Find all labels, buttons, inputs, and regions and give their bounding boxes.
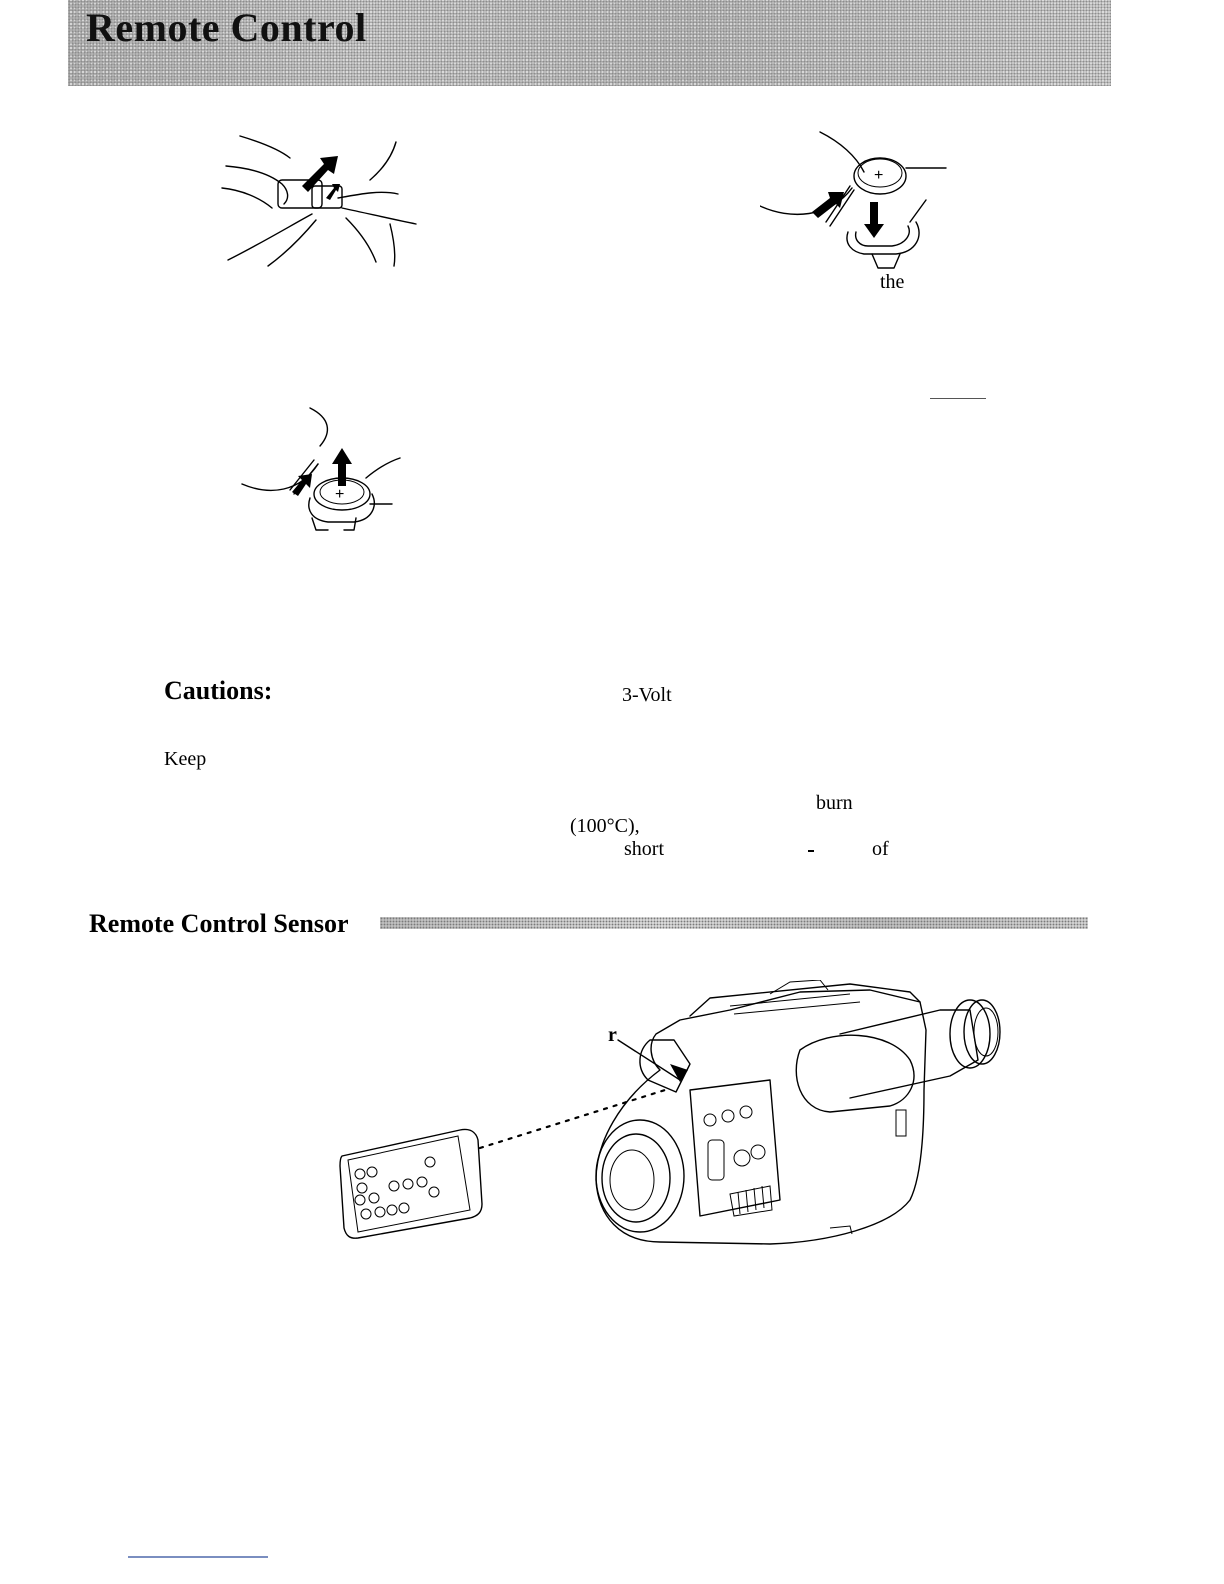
divider <box>930 398 986 399</box>
insert-battery-illustration <box>760 128 950 278</box>
open-holder-illustration <box>220 128 430 268</box>
camcorder-icon <box>596 980 1000 1244</box>
fragment-burn: burn <box>816 792 853 814</box>
section-divider <box>380 917 1088 929</box>
dash-mark <box>808 850 814 852</box>
fragment-keep: Keep <box>164 748 207 770</box>
sensor-label: r <box>608 1024 617 1046</box>
remote-control-icon <box>340 1129 482 1238</box>
fragment-of: of <box>872 838 889 860</box>
page-title: Remote Control <box>86 5 367 50</box>
fragment-3-volt: 3-Volt <box>622 684 672 706</box>
battery-plus-icon: + <box>874 167 884 184</box>
remove-battery-illustration <box>240 406 410 536</box>
footer-rule <box>128 1556 268 1558</box>
fragment-the: the <box>880 271 905 293</box>
camcorder-remote-illustration <box>330 980 1020 1260</box>
fragment-short: short <box>624 838 664 860</box>
battery-plus-icon: + <box>335 486 345 503</box>
section-heading: Remote Control Sensor <box>89 909 349 938</box>
cautions-heading: Cautions: <box>164 676 273 705</box>
fragment-temperature: (100°C), <box>570 815 640 837</box>
